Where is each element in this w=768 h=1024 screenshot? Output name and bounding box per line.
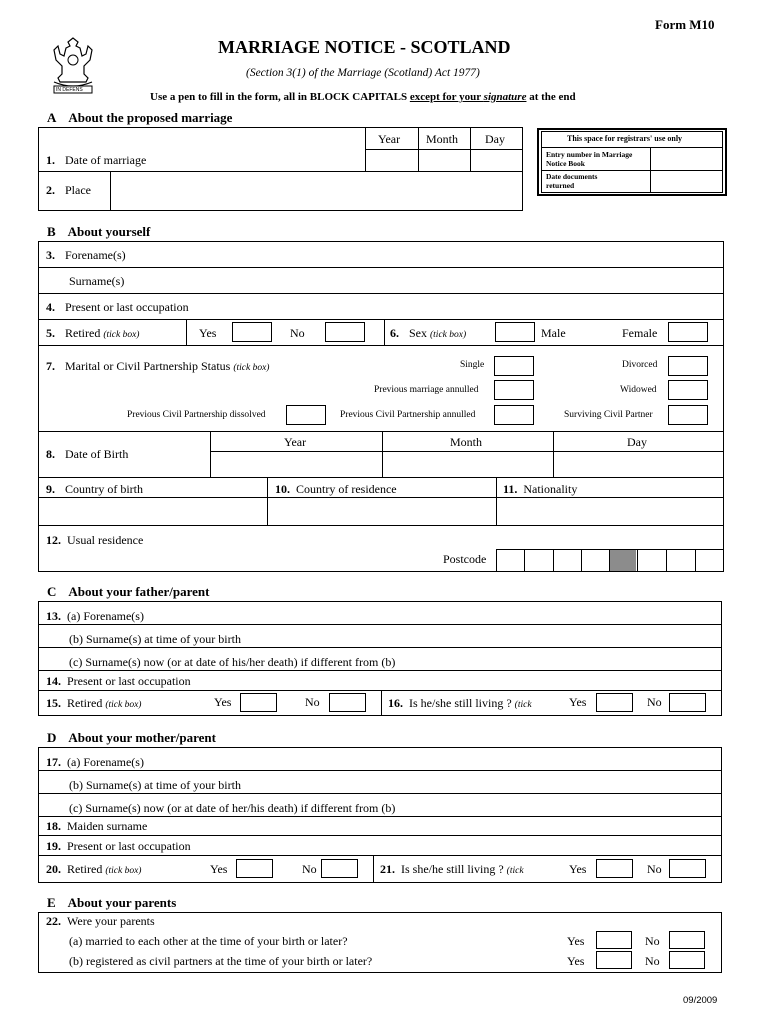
- status-cp-dissolved-checkbox[interactable]: [286, 405, 326, 425]
- parents-cp-yes-label: Yes: [567, 954, 585, 968]
- retired-yes-label: Yes: [199, 326, 217, 340]
- cp-dissolved-label: Previous Civil Partnership dissolved: [127, 410, 266, 420]
- usual-residence-field[interactable]: [110, 527, 720, 547]
- status-cp-annulled-checkbox[interactable]: [494, 405, 534, 425]
- sex-female-checkbox[interactable]: [668, 322, 708, 342]
- retired-no-label: No: [290, 326, 305, 340]
- section-a-heading: A About the proposed marriage: [47, 110, 233, 125]
- widowed-label: Widowed: [620, 385, 657, 395]
- dob-year-field[interactable]: [211, 452, 381, 476]
- q18-label: 18. Maiden surname: [46, 819, 148, 833]
- q19-label: 19. Present or last occupation: [46, 839, 191, 853]
- q14-label: 14. Present or last occupation: [46, 674, 191, 688]
- parents-married-no-label: No: [645, 934, 660, 948]
- q7-label: 7. Marital or Civil Partnership Status (tick box): [46, 359, 270, 373]
- mother-retired-yes-label: Yes: [210, 862, 228, 876]
- place-field[interactable]: [111, 172, 522, 210]
- dob-month-header: Month: [450, 435, 483, 449]
- father-living-yes-checkbox[interactable]: [596, 693, 633, 712]
- mother-retired-yes-checkbox[interactable]: [236, 859, 273, 878]
- parents-cp-no-label: No: [645, 954, 660, 968]
- prev-annulled-label: Previous marriage annulled: [374, 385, 479, 395]
- father-retired-yes-label: Yes: [214, 695, 232, 709]
- form-id: Form M10: [655, 17, 715, 32]
- marriage-year-field[interactable]: [366, 150, 418, 170]
- status-single-checkbox[interactable]: [494, 356, 534, 376]
- status-divorced-checkbox[interactable]: [668, 356, 708, 376]
- country-of-residence-field[interactable]: [268, 498, 495, 524]
- parents-married-no-checkbox[interactable]: [669, 931, 705, 949]
- registrar-date-label: Date documents returned: [546, 172, 598, 190]
- parents-married-yes-checkbox[interactable]: [596, 931, 632, 949]
- section-d-heading: D About your mother/parent: [47, 730, 216, 745]
- father-living-yes-label: Yes: [569, 695, 587, 709]
- q16-label: 16. Is he/she still living ? (tick: [388, 696, 532, 710]
- q20-label: 20. Retired (tick box): [46, 862, 142, 876]
- nationality-field[interactable]: [497, 498, 723, 524]
- cp-annulled-label: Previous Civil Partnership annulled: [340, 410, 476, 420]
- parents-cp-no-checkbox[interactable]: [669, 951, 705, 969]
- parents-cp-yes-checkbox[interactable]: [596, 951, 632, 969]
- q22-label: 22. Were your parents: [46, 914, 155, 928]
- postcode-label: Postcode: [443, 552, 487, 566]
- father-living-no-checkbox[interactable]: [669, 693, 706, 712]
- female-label: Female: [622, 326, 658, 340]
- q17a-label: 17. (a) Forename(s): [46, 755, 144, 769]
- q17c-label: (c) Surname(s) now (or at date of her/his death) if different from (b): [69, 801, 396, 815]
- dob-day-field[interactable]: [554, 452, 723, 476]
- instruction-text: Use a pen to fill in the form, all in BLOCK CAPITALS except for your signature at the end: [150, 91, 576, 103]
- q9-label: 9. Country of birth: [46, 482, 143, 496]
- page-subtitle: (Section 3(1) of the Marriage (Scotland) Act 1977): [246, 67, 480, 79]
- dob-month-field[interactable]: [383, 452, 552, 476]
- q13a-label: 13. (a) Forename(s): [46, 609, 144, 623]
- q22b-label: (b) registered as civil partners at the time of your birth or later?: [69, 954, 373, 968]
- marriage-month-field[interactable]: [419, 150, 470, 170]
- divorced-label: Divorced: [622, 360, 658, 370]
- q13c-label: (c) Surname(s) now (or at date of his/her death) if different from (b): [69, 655, 396, 669]
- mother-living-yes-label: Yes: [569, 862, 587, 876]
- q15-label: 15. Retired (tick box): [46, 696, 142, 710]
- q21-label: 21. Is she/he still living ? (tick: [380, 862, 524, 876]
- crest-motto: IN DEFENS: [56, 87, 83, 93]
- single-label: Single: [460, 360, 485, 370]
- mother-retired-no-label: No: [302, 862, 317, 876]
- footer-date: 09/2009: [683, 995, 718, 1006]
- father-retired-no-checkbox[interactable]: [329, 693, 366, 712]
- dob-year-header: Year: [284, 435, 307, 449]
- q8-label: 8. Date of Birth: [46, 447, 129, 461]
- mother-living-no-label: No: [647, 862, 662, 876]
- section-c-heading: C About your father/parent: [47, 584, 210, 599]
- q2-label: 2. Place: [46, 183, 91, 197]
- status-annulled-checkbox[interactable]: [494, 380, 534, 400]
- q10-label: 10. Country of residence: [275, 482, 397, 496]
- q11-label: 11. Nationality: [503, 482, 578, 496]
- q22a-label: (a) married to each other at the time of your birth or later?: [69, 934, 348, 948]
- section-e-heading: E About your parents: [47, 895, 177, 910]
- dob-day-header: Day: [627, 435, 647, 449]
- retired-no-checkbox[interactable]: [325, 322, 365, 342]
- status-surviving-cp-checkbox[interactable]: [668, 405, 708, 425]
- q1-label: 1. Date of marriage: [46, 153, 147, 167]
- registrar-entry-label: Entry number in Marriage Notice Book: [546, 150, 633, 168]
- retired-yes-checkbox[interactable]: [232, 322, 272, 342]
- col-day: Day: [485, 132, 505, 146]
- country-of-birth-field[interactable]: [39, 498, 266, 524]
- father-living-no-label: No: [647, 695, 662, 709]
- marriage-day-field[interactable]: [471, 150, 522, 170]
- q12-label: 12. Usual residence: [46, 533, 144, 547]
- sex-male-checkbox[interactable]: [495, 322, 535, 342]
- col-year: Year: [378, 132, 401, 146]
- surviving-cp-label: Surviving Civil Partner: [564, 410, 653, 420]
- father-retired-no-label: No: [305, 695, 320, 709]
- surname-label: Surname(s): [69, 274, 125, 288]
- mother-retired-no-checkbox[interactable]: [321, 859, 358, 878]
- registrar-header: This space for registrars' use only: [567, 134, 683, 143]
- mother-living-no-checkbox[interactable]: [669, 859, 706, 878]
- page-title: MARRIAGE NOTICE - SCOTLAND: [218, 37, 511, 57]
- father-retired-yes-checkbox[interactable]: [240, 693, 277, 712]
- q5-label: 5. Retired (tick box): [46, 326, 140, 340]
- col-month: Month: [426, 132, 459, 146]
- parents-married-yes-label: Yes: [567, 934, 585, 948]
- q13b-label: (b) Surname(s) at time of your birth: [69, 632, 241, 646]
- q4-label: 4. Present or last occupation: [46, 300, 189, 314]
- q17b-label: (b) Surname(s) at time of your birth: [69, 778, 241, 792]
- postcode-gap-cell: [610, 550, 636, 571]
- male-label: Male: [541, 326, 566, 340]
- q3-label: 3. Forename(s): [46, 248, 126, 262]
- section-b-heading: B About yourself: [47, 224, 151, 239]
- status-widowed-checkbox[interactable]: [668, 380, 708, 400]
- q6-label: 6. Sex (tick box): [390, 326, 467, 340]
- mother-living-yes-checkbox[interactable]: [596, 859, 633, 878]
- crest-logo: [44, 32, 102, 96]
